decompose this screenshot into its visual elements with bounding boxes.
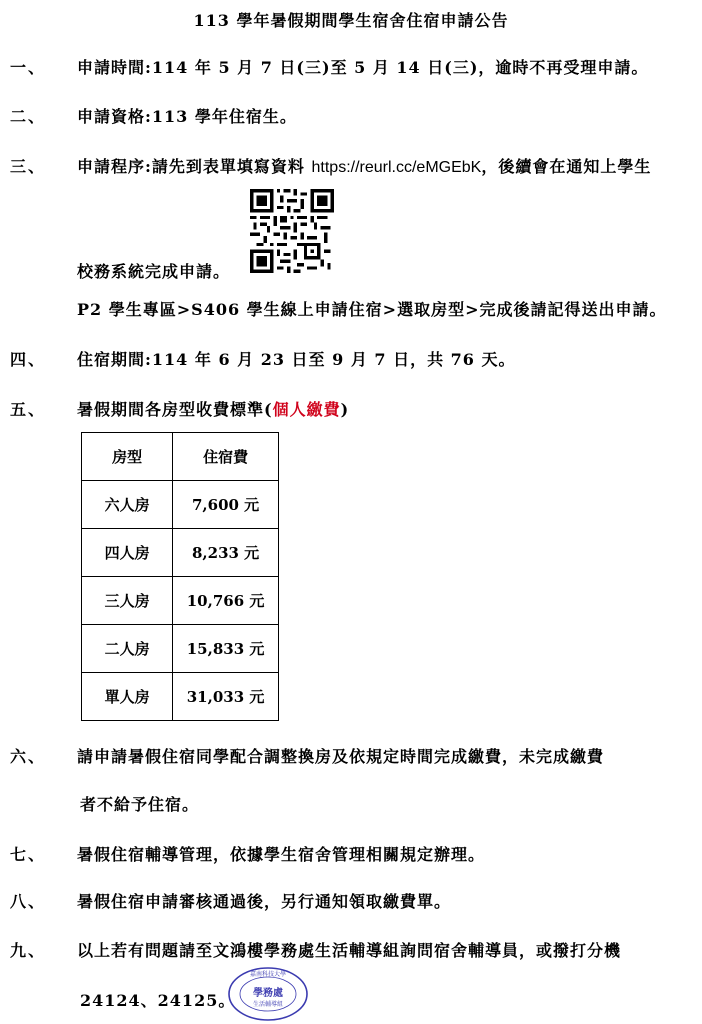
item-3-text-a: 申請程序:請先到表單填寫資料	[77, 157, 305, 176]
fee-table-header-row	[82, 433, 279, 481]
room-type-cell: 單人房	[82, 673, 173, 721]
item-5-highlight: 個人繳費	[272, 400, 341, 419]
seal-middle-text: 學務處	[253, 988, 283, 999]
item-3-line-3: P2 學生專區>S406 學生線上申請住宿>選取房型>完成後請記得送出申請。	[77, 300, 667, 319]
item-7-number: 七、	[10, 845, 47, 864]
table-row	[82, 673, 279, 721]
room-type-cell: 三人房	[82, 577, 173, 625]
office-seal-stamp	[227, 966, 309, 1022]
fee-table	[81, 432, 279, 721]
item-3-line-2: 校務系統完成申請。	[77, 262, 231, 281]
qr-code[interactable]	[250, 189, 334, 273]
fee-table-header-room: 房型	[82, 433, 173, 481]
seal-graphic	[227, 966, 309, 1022]
item-3-line-1	[77, 154, 651, 177]
table-row	[82, 481, 279, 529]
item-5-text-end: )	[340, 400, 350, 419]
table-row	[82, 529, 279, 577]
item-7-text: 暑假住宿輔導管理，依據學生宿舍管理相關規定辦理。	[77, 845, 486, 864]
fee-cell: 10,766 元	[173, 577, 279, 625]
room-type-cell: 二人房	[82, 625, 173, 673]
item-5-number: 五、	[10, 400, 47, 419]
fee-cell: 31,033 元	[173, 673, 279, 721]
item-3-text-b: ，後續會在通知上學生	[481, 157, 652, 176]
item-6-number: 六、	[10, 747, 47, 766]
seal-top-text: 嘉南科技大學	[249, 971, 287, 978]
form-url-link[interactable]: https://reurl.cc/eMGEbK	[311, 159, 482, 176]
fee-table-header-fee: 住宿費	[173, 433, 279, 481]
fee-cell: 8,233 元	[173, 529, 279, 577]
item-1-number: 一、	[10, 58, 47, 77]
room-type-cell: 四人房	[82, 529, 173, 577]
item-5-text	[77, 397, 349, 420]
fee-cell: 7,600 元	[173, 481, 279, 529]
fee-cell: 15,833 元	[173, 625, 279, 673]
item-4-text: 住宿期間:114 年 6 月 23 日至 9 月 7 日，共 76 天。	[77, 350, 516, 369]
item-5-text-start: 暑假期間各房型收費標準(	[77, 400, 273, 419]
item-4-number: 四、	[10, 350, 47, 369]
table-row	[82, 625, 279, 673]
item-9-text: 以上若有問題請至文鴻樓學務處生活輔導組詢問宿舍輔導員，或撥打分機	[77, 941, 622, 960]
item-1-text: 申請時間:114 年 5 月 7 日(三)至 5 月 14 日(三)，逾時不再受理申請。	[77, 58, 649, 77]
qr-code-graphic	[250, 189, 334, 273]
seal-bottom-text: 生活輔導組	[252, 1001, 284, 1008]
item-8-text: 暑假住宿申請審核通過後，另行通知領取繳費單。	[77, 892, 452, 911]
room-type-cell: 六人房	[82, 481, 173, 529]
item-6-line-2: 者不給予住宿。	[80, 795, 200, 814]
item-9-number: 九、	[10, 941, 47, 960]
item-2-number: 二、	[10, 107, 47, 126]
table-row	[82, 577, 279, 625]
item-8-number: 八、	[10, 892, 47, 911]
item-9-line-2: 24124、24125。	[80, 991, 236, 1010]
page-title: 113 學年暑假期間學生宿舍住宿申請公告	[193, 11, 509, 30]
item-2-text: 申請資格:113 學年住宿生。	[77, 107, 297, 126]
item-3-number: 三、	[10, 157, 47, 176]
item-6-text: 請申請暑假住宿同學配合調整換房及依規定時間完成繳費，未完成繳費	[77, 747, 605, 766]
